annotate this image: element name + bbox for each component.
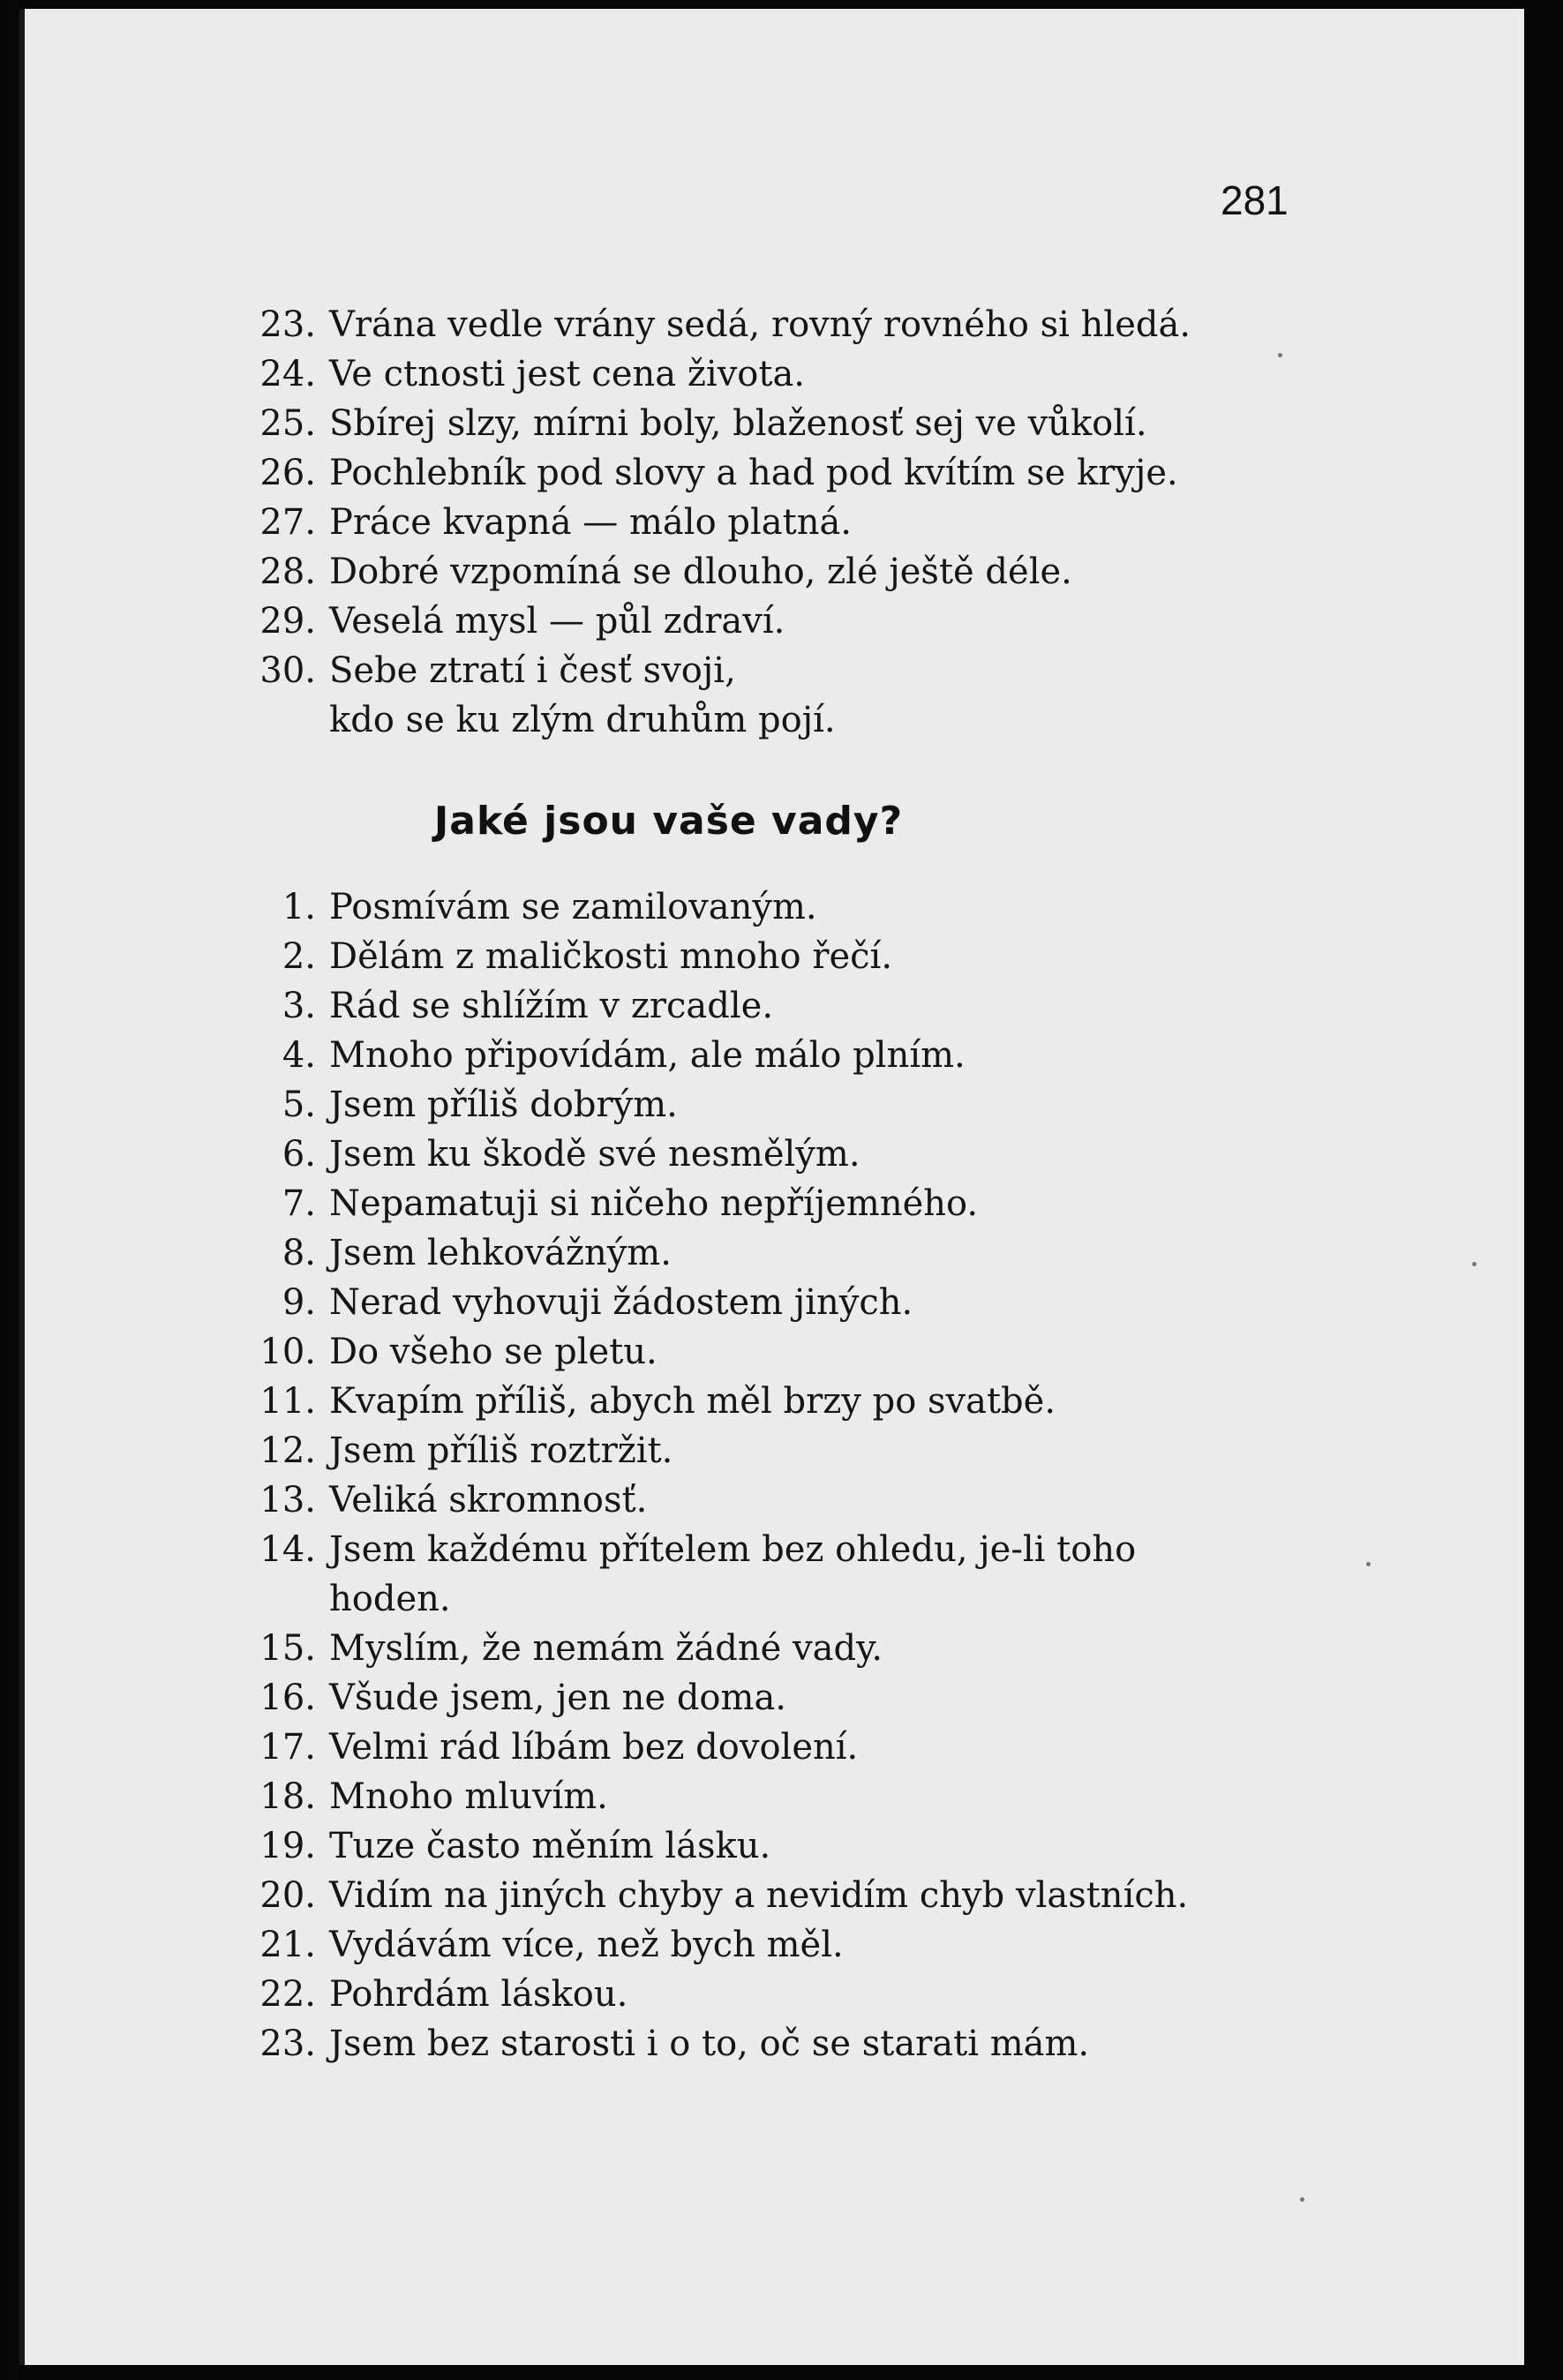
list-item (25, 1130, 1524, 1179)
item-text: Velmi rád líbám bez dovolení. (329, 1727, 859, 1768)
item-number: 4. (282, 1035, 316, 1076)
list-item (25, 1624, 1524, 1673)
item-number: 1. (282, 887, 316, 927)
item-text: Rád se shlížím v zrcadle. (329, 986, 774, 1026)
item-number: 29. (259, 601, 316, 642)
item-number: 25. (259, 403, 316, 444)
list-item (25, 399, 1524, 448)
list-item (25, 932, 1524, 981)
page-number: 281 (1221, 177, 1289, 223)
paper-speck (1472, 1262, 1477, 1266)
item-text: Jsem příliš dobrým. (329, 1085, 678, 1125)
paper-speck (1278, 353, 1282, 357)
item-number: 23. (259, 304, 316, 345)
list-item (25, 1723, 1524, 1772)
list-item (25, 547, 1524, 597)
item-text: Tuze často měním lásku. (329, 1826, 771, 1866)
item-text: Vydávám více, než bych měl. (329, 1925, 844, 1965)
list-item (25, 1228, 1524, 1278)
list-item (25, 1426, 1524, 1475)
list-item (25, 695, 1524, 745)
item-text: Vidím na jiných chyby a nevidím chyb vlastních. (329, 1875, 1189, 1916)
item-text: Práce kvapná — málo platná. (329, 502, 853, 543)
item-number: 15. (259, 1628, 316, 1669)
item-text: Nerad vyhovuji žádostem jiných. (329, 1282, 913, 1323)
list-item (25, 1772, 1524, 1821)
item-number: 16. (259, 1678, 316, 1718)
item-number: 21. (259, 1925, 316, 1965)
item-text: Mnoho mluvím. (329, 1776, 608, 1817)
list-item (25, 1031, 1524, 1080)
paper-speck (1366, 1562, 1371, 1566)
item-number: 23. (259, 2023, 316, 2064)
item-number: 3. (282, 986, 316, 1026)
item-number: 13. (259, 1480, 316, 1520)
book-spine (0, 0, 19, 2380)
item-text: Pohrdám láskou. (329, 1974, 628, 2015)
item-text: Jsem ku škodě své nesmělým. (329, 1134, 860, 1175)
list-item (25, 1821, 1524, 1871)
list-item (25, 1871, 1524, 1920)
item-text: Sbírej slzy, mírni boly, blaženosť sej ve vůkolí. (329, 403, 1147, 444)
item-number: 30. (259, 650, 316, 691)
item-text: Dělám z maličkosti mnoho řečí. (329, 936, 893, 977)
item-number: 22. (259, 1974, 316, 2015)
list-item (25, 1574, 1524, 1624)
item-number: 11. (259, 1381, 316, 1422)
item-text: Sebe ztratí i česť svoji, (329, 650, 736, 691)
item-text: Mnoho připovídám, ale málo plním. (329, 1035, 966, 1076)
item-number: 18. (259, 1776, 316, 1817)
item-text: Ve ctnosti jest cena života. (329, 354, 806, 394)
list-item (25, 1179, 1524, 1228)
item-number: 27. (259, 502, 316, 543)
list-item (25, 882, 1524, 932)
item-text: Jsem každému přítelem bez ohledu, je-li toho (329, 1529, 1137, 1570)
list-item (25, 646, 1524, 695)
list-item (25, 1525, 1524, 1574)
list-item (25, 300, 1524, 349)
item-number: 17. (259, 1727, 316, 1768)
item-text: Vrána vedle vrány sedá, rovný rovného si hledá. (329, 304, 1191, 345)
item-number: 2. (282, 936, 316, 977)
item-text: Jsem lehkovážným. (329, 1233, 672, 1273)
item-number: 28. (259, 552, 316, 592)
list-item (25, 1278, 1524, 1327)
item-text: hoden. (329, 1579, 451, 1619)
item-number: 14. (259, 1529, 316, 1570)
item-number: 26. (259, 453, 316, 493)
item-number: 9. (282, 1282, 316, 1323)
item-text: Nepamatuji si ničeho nepříjemného. (329, 1183, 979, 1224)
list-item (25, 498, 1524, 547)
list-item (25, 349, 1524, 399)
list-item (25, 1920, 1524, 1970)
item-number: 20. (259, 1875, 316, 1916)
item-text: Dobré vzpomíná se dlouho, zlé ještě déle. (329, 552, 1072, 592)
item-number: 7. (282, 1183, 316, 1224)
list-item (25, 1970, 1524, 2019)
list-item (25, 981, 1524, 1031)
item-number: 5. (282, 1085, 316, 1125)
item-number: 6. (282, 1134, 316, 1175)
item-text: Veliká skromnosť. (329, 1480, 648, 1520)
list-item (25, 1080, 1524, 1130)
list-item (25, 597, 1524, 646)
list-item (25, 1377, 1524, 1426)
item-number: 19. (259, 1826, 316, 1866)
section-heading: Jaké jsou vaše vady? (433, 799, 904, 844)
item-number: 10. (259, 1332, 316, 1372)
item-text: Posmívám se zamilovaným. (329, 887, 817, 927)
book-page (19, 9, 1524, 2365)
list-item (25, 1673, 1524, 1723)
item-text: Do všeho se pletu. (329, 1332, 658, 1372)
list-item (25, 1475, 1524, 1525)
item-text: Jsem bez starosti i o to, oč se starati mám. (329, 2023, 1090, 2064)
item-text: kdo se ku zlým druhům pojí. (329, 700, 836, 740)
item-number: 24. (259, 354, 316, 394)
item-text: Všude jsem, jen ne doma. (329, 1678, 787, 1718)
list-item (25, 2019, 1524, 2068)
item-text: Pochlebník pod slovy a had pod kvítím se kryje. (329, 453, 1178, 493)
list-item (25, 1327, 1524, 1377)
list-item (25, 448, 1524, 498)
item-text: Veselá mysl — půl zdraví. (329, 601, 785, 642)
item-number: 8. (282, 1233, 316, 1273)
paper-speck (1300, 2197, 1304, 2202)
item-text: Jsem příliš roztržit. (329, 1430, 673, 1471)
item-number: 12. (259, 1430, 316, 1471)
item-text: Kvapím příliš, abych měl brzy po svatbě. (329, 1381, 1056, 1422)
item-text: Myslím, že nemám žádné vady. (329, 1628, 883, 1669)
